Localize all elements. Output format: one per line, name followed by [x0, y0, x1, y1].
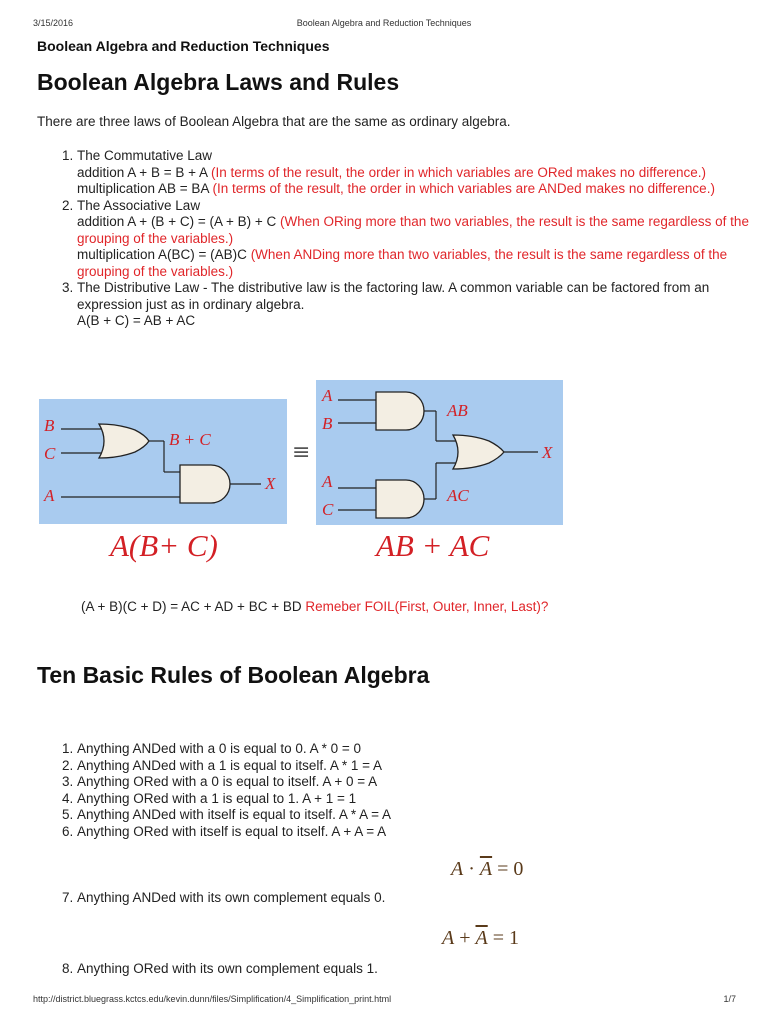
and-gate [180, 465, 230, 503]
circuit-diagram-expanded [316, 380, 563, 525]
rule-7-list [56, 890, 385, 905]
print-page-number: 1/7 [723, 994, 736, 1004]
law-note: (When ORing more than two variables, the result is the same regardless of the grouping of the variables.) [77, 214, 749, 246]
law-line [77, 247, 767, 280]
law-note: (When ANDing more than two variables, the result is the same regardless of the grouping of the variables.) [77, 247, 728, 279]
input-c-label: C [322, 500, 334, 519]
law-line [77, 313, 767, 330]
rule-8-list [56, 961, 378, 976]
print-page-title: Boolean Algebra and Reduction Techniques [296, 18, 472, 28]
formula-or-complement [442, 927, 519, 950]
rule-item: 6. Anything ORed with itself is equal to itself. A + A = A [77, 824, 677, 841]
print-header [0, 18, 768, 32]
document-title: Boolean Algebra and Reduction Techniques [37, 38, 330, 54]
rule-item: 5. Anything ANDed with itself is equal to itself. A * A = A [77, 807, 677, 824]
print-url: http://district.bluegrass.kctcs.edu/kevin.dunn/files/Simplification/4_Simplification_print.html [33, 994, 392, 1004]
foil-line [81, 599, 548, 614]
formula-complement: $\overline{A}$ [475, 927, 488, 949]
law-item [77, 198, 767, 281]
law-title: The Distributive Law - The distributive law is the factoring law. A common variable can be factored from an expression just as in ordinary algebra. [77, 280, 710, 312]
sum-label: B + C [169, 430, 211, 449]
rule-item: 2. Anything ANDed with a 1 is equal to itself. A * 1 = A [77, 758, 677, 775]
rule-item: 3. Anything ORed with a 0 is equal to itself. A + 0 = A [77, 774, 677, 791]
law-item [77, 280, 767, 330]
law-formula: multiplication AB = BA [77, 181, 213, 196]
rule-item: 8. Anything ORed with its own complement equals 1. [77, 961, 378, 976]
formula-result: = 1 [487, 927, 519, 949]
rule-item: 7. Anything ANDed with its own complement equals 0. [77, 890, 385, 905]
caption-expanded: AB + AC [376, 528, 490, 563]
section-heading-rules: Ten Basic Rules of Boolean Algebra [37, 662, 430, 688]
circuit-expanded-svg [316, 380, 563, 525]
circuit-factored-svg [39, 399, 287, 524]
ac-label: AC [447, 486, 469, 505]
input-b-label: B [44, 416, 55, 435]
rule-item: 1. Anything ANDed with a 0 is equal to 0. A * 0 = 0 [77, 741, 677, 758]
input-c-label: C [44, 444, 56, 463]
or-gate [453, 435, 504, 469]
foil-formula: (A + B)(C + D) = AC + AD + BC + BD [81, 599, 306, 614]
law-line [77, 214, 767, 247]
input-a-label: A [44, 486, 55, 505]
formula-var: A [451, 858, 464, 880]
law-formula: addition A + (B + C) = (A + B) + C [77, 214, 280, 229]
formula-op: + [454, 927, 476, 949]
and-gate-top [376, 392, 424, 430]
rules-list [56, 741, 677, 840]
formula-var: A [442, 927, 455, 949]
law-formula: addition A + B = B + A [77, 164, 211, 180]
law-formula: multiplication A(BC) = (AB)C [77, 247, 251, 262]
law-title: The Associative Law [77, 197, 201, 213]
formula-complement: $\overline{A}$ [479, 858, 493, 880]
input-a2-label: A [322, 472, 333, 491]
law-formula: A(B + C) = AB + AC [77, 313, 196, 328]
output-x-label: X [542, 443, 553, 462]
rule-item: 4. Anything ORed with a 1 is equal to 1. A + 1 = 1 [77, 791, 677, 808]
equivalence-symbol: ≡ [292, 440, 311, 465]
output-x-label: X [265, 474, 276, 493]
law-note: (In terms of the result, the order in which variables are ORed makes no difference.) [211, 164, 706, 180]
input-a-label: A [322, 386, 333, 405]
law-line [77, 165, 767, 182]
law-line [77, 181, 767, 198]
formula-result: = 0 [492, 858, 524, 880]
and-gate-bottom [376, 480, 424, 518]
print-date: 3/15/2016 [33, 18, 74, 28]
ab-label: AB [447, 401, 468, 420]
foil-note: Remeber FOIL(First, Outer, Inner, Last)? [305, 599, 549, 614]
law-note: (In terms of the result, the order in which variables are ANDed makes no difference.) [212, 181, 715, 196]
formula-and-complement [451, 858, 523, 881]
formula-op: · [463, 858, 480, 880]
or-gate [99, 424, 149, 458]
circuit-diagram-factored [39, 399, 287, 524]
law-title: The Commutative Law [77, 148, 213, 163]
laws-list [56, 148, 767, 330]
intro-paragraph: There are three laws of Boolean Algebra that are the same as ordinary algebra. [37, 114, 511, 129]
print-footer [0, 994, 768, 1008]
caption-factored: A(B+ C) [110, 528, 218, 563]
input-b-label: B [322, 414, 333, 433]
section-heading-laws: Boolean Algebra Laws and Rules [37, 69, 400, 95]
law-item [77, 148, 767, 198]
